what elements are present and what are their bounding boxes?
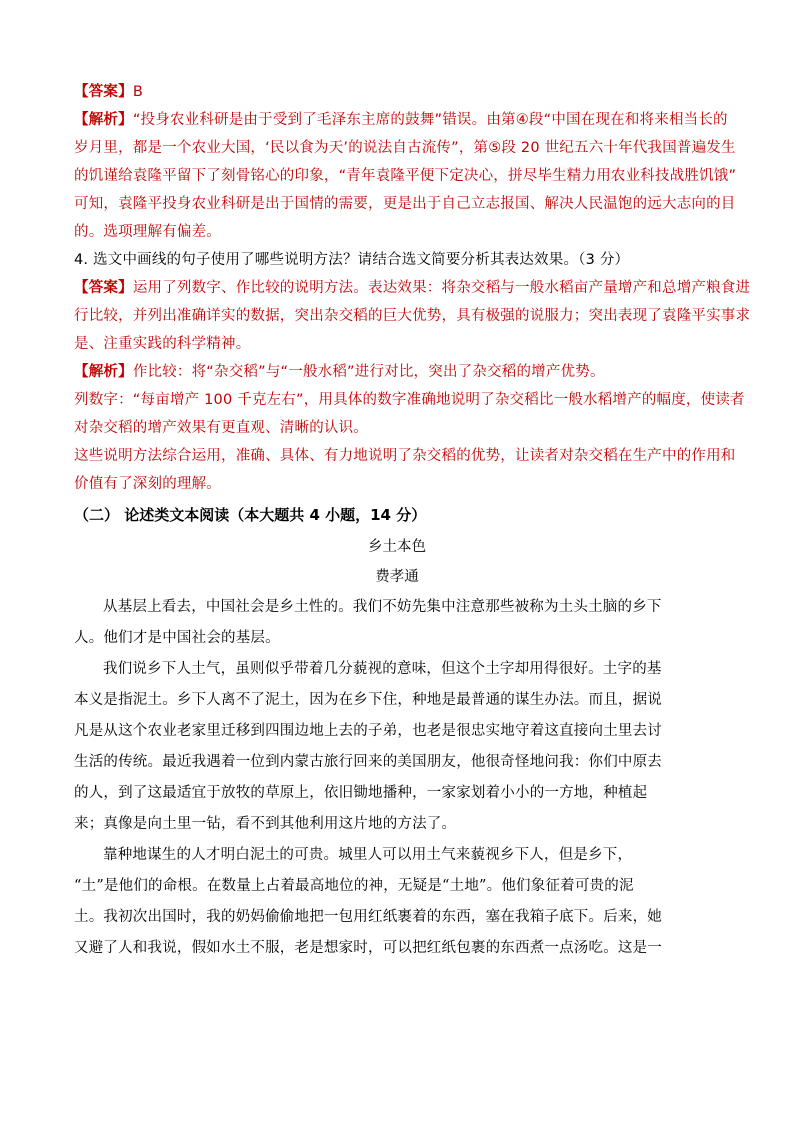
- analysis-line: [74, 106, 728, 134]
- paragraph-line: 从基层上看去，中国社会是乡土性的。我们不妨先集中注意那些被称为土头土脑的乡下: [103, 599, 662, 615]
- article-title: 乡土本色: [368, 539, 426, 555]
- analysis-text: 作比较：将“杂交稻”与“一般水稻”进行对比，突出了杂交稻的增产优势。: [132, 364, 605, 380]
- paragraph-line: 的人，到了这最适宜于放牧的草原上，依旧锄地播种，一家家划着小小的一方地，种植起: [74, 785, 648, 801]
- answer-line: [74, 274, 751, 302]
- paragraph-line: 生活的传统。最近我遇着一位到内蒙古旅行回来的美国朋友，他很奇怪地问我：你们中原去: [74, 754, 662, 770]
- analysis-text: “投身农业科研是由于受到了毛泽东主席的鼓舞”错误。由第④段“中国在现在和将来相当长的: [132, 112, 728, 128]
- paragraph-line: 我们说乡下人土气，虽则似乎带着几分藐视的意味，但这个土字却用得很好。土字的基: [103, 661, 662, 677]
- analysis-text: 价值有了深刻的理解。: [74, 476, 221, 492]
- paragraph-line: 来；真像是向土里一钻，看不到其他利用这片地的方法了。: [74, 816, 457, 832]
- answer-text: 运用了列数字、作比较的说明方法。表达效果：将杂交稻与一般水稻亩产量增产和总增产粮食进: [132, 280, 751, 296]
- analysis-text: 可知，袁隆平投身农业科研是出于国情的需要，更是出于自己立志报国、解决人民温饱的远大志向的目: [74, 196, 736, 212]
- analysis-tag: 【解析】: [74, 364, 133, 380]
- answer-value: B: [132, 84, 143, 100]
- article-body: [74, 592, 720, 964]
- section-heading: （二） 论述类文本阅读（本大题共 4 小题，14 分）: [74, 506, 427, 524]
- paragraph-line: “土”是他们的命根。在数量上占着最高地位的神，无疑是“土地”。他们象征着可贵的泥: [74, 878, 634, 894]
- question-4: 4. 选文中画线的句子使用了哪些说明方法？请结合选文简要分析其表达效果。（3 分）: [74, 252, 630, 268]
- paragraph-line: 本义是指泥土。乡下人离不了泥土，因为在乡下住，种地是最普通的谋生办法。而且，据说: [74, 692, 662, 708]
- analysis-line: [74, 358, 720, 386]
- answer-line: [74, 78, 720, 106]
- answer-tag: 【答案】: [74, 84, 133, 100]
- answer-text: 是、注重实践的科学精神。: [74, 336, 251, 352]
- article-author: 费孝通: [375, 569, 419, 585]
- analysis-text: 这些说明方法综合运用，准确、具体、有力地说明了杂交稻的优势，让读者对杂交稻在生产中的作用和: [74, 448, 736, 464]
- paragraph-line: 凡是从这个农业老家里迁移到四围边地上去的子弟，也老是很忠实地守着这直接向土里去讨: [74, 723, 662, 739]
- analysis-text: 的饥谨给袁隆平留下了刻骨铭心的印象，“青年袁隆平便下定决心，拼尽毕生精力用农业科技战胜饥饿”: [74, 168, 737, 184]
- paragraph-line: 人。他们才是中国社会的基层。: [74, 630, 280, 646]
- document-page: [74, 78, 751, 964]
- paragraph-line: 土。我初次出国时，我的奶妈偷偷地把一包用红纸裹着的东西，塞在我箱子底下。后来，她: [74, 909, 662, 925]
- paragraph-line: 又避了人和我说，假如水土不服，老是想家时，可以把红纸包裹的东西煮一点汤吃。这是一: [74, 940, 662, 956]
- analysis-tag: 【解析】: [74, 112, 133, 128]
- answer-tag: 【答案】: [74, 280, 133, 296]
- paragraph-line: 靠种地谋生的人才明白泥土的可贵。城里人可以用土气来藐视乡下人，但是乡下，: [103, 847, 633, 863]
- analysis-text: 列数字：“每亩增产 100 千克左右”，用具体的数字准确地说明了杂交稻比一般水稻增产的幅度，使读者: [74, 392, 745, 408]
- answer-text: 行比较，并列出准确详实的数据，突出杂交稻的巨大优势，具有极强的说服力；突出表现了袁隆平实事求: [74, 308, 751, 324]
- analysis-text: 的。选项理解有偏差。: [74, 224, 221, 240]
- analysis-text: 岁月里，都是一个农业大国，‘民以食为天’的说法自古流传”，第⑤段 20 世纪五六十年代我国普遍发生: [74, 140, 736, 156]
- analysis-text: 对杂交稻的增产效果有更直观、清晰的认识。: [74, 420, 368, 436]
